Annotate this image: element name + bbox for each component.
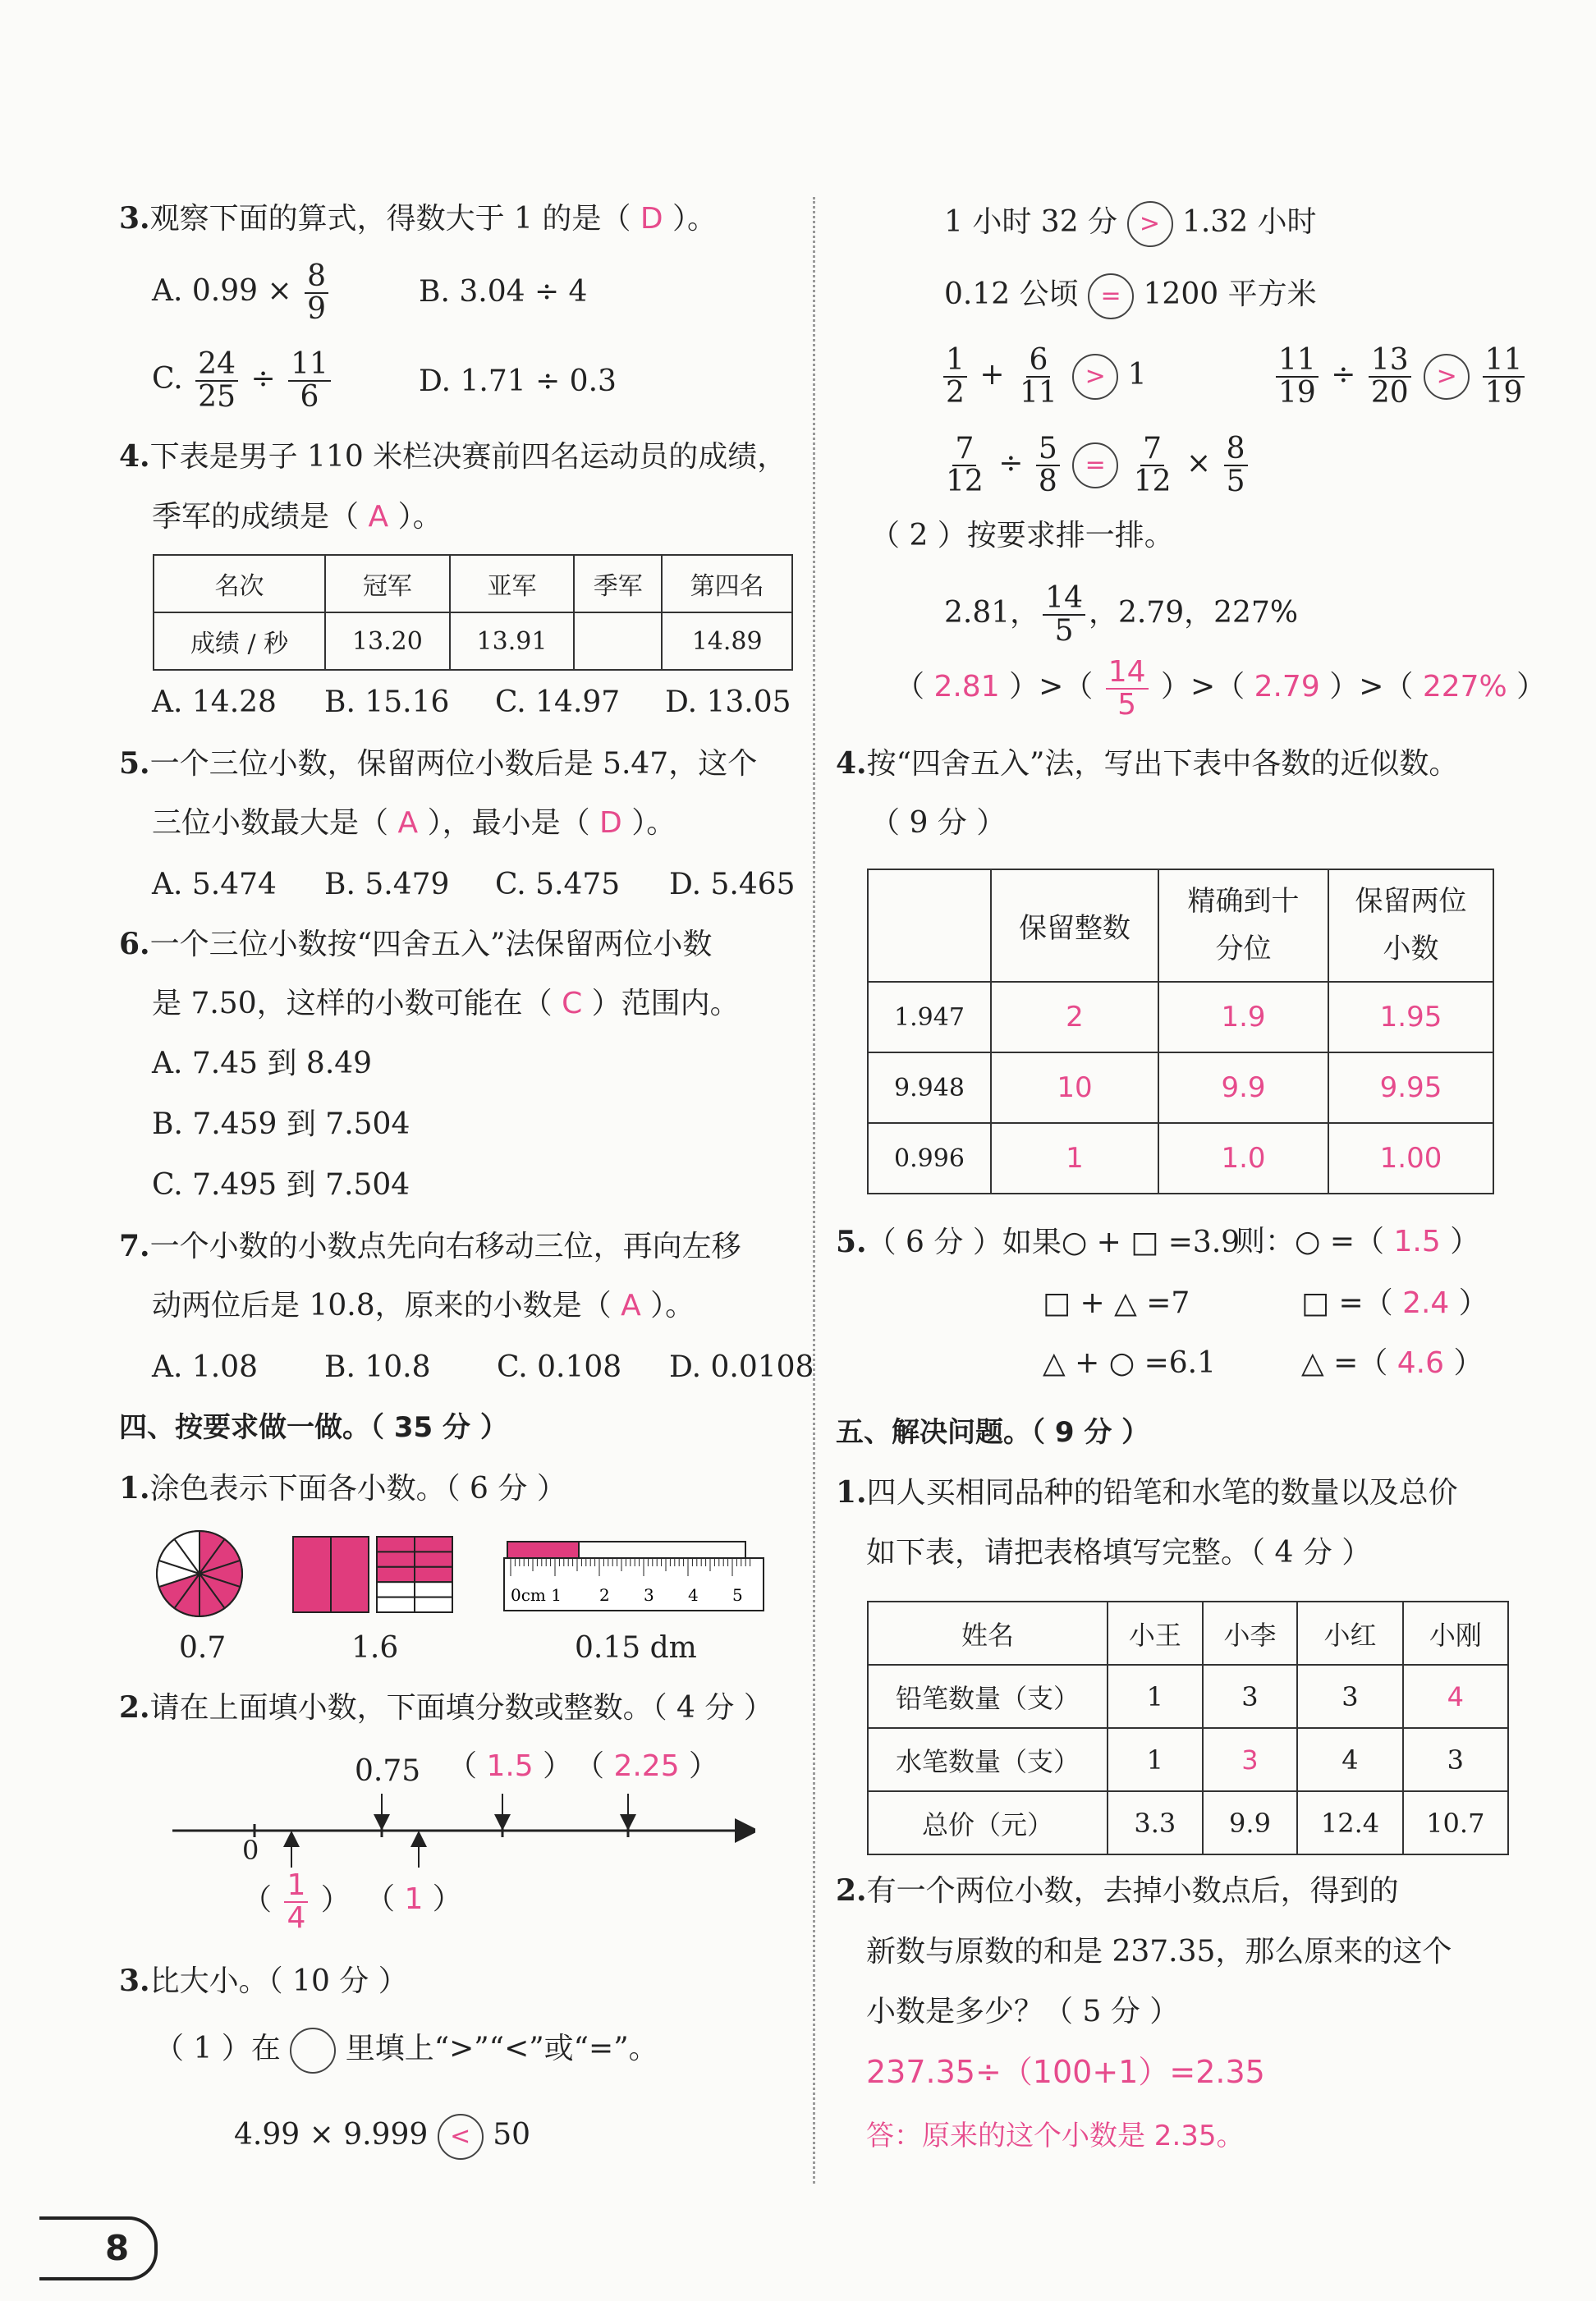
numerator: 5 [1036, 433, 1060, 466]
denominator: 19 [1484, 375, 1523, 410]
ruler-label-5: 5 [732, 1585, 743, 1605]
table-cell: 1.947 [868, 982, 991, 1052]
ruler-label-2: 2 [599, 1585, 610, 1605]
numerator: 8 [305, 261, 328, 294]
label-0.7: 0.7 [179, 1631, 227, 1665]
table-header: 名次 [154, 555, 325, 612]
s2-answer: 答：原来的这个小数是 2.35。 [866, 2120, 1245, 2152]
compare-symbol: = [1072, 442, 1118, 488]
q5-text: 一个三位小数，保留两位小数后是 5.47，这个 [149, 747, 758, 781]
q6-text: 一个三位小数按“四舍五入”法保留两位小数 [149, 928, 713, 961]
bottom-answer-2: （ 1 ） [365, 1882, 462, 1916]
bottom-answer-1: （ $\frac{1}{4}$ ） [242, 1868, 351, 1935]
compare-left: 0.12 公顷 [944, 277, 1079, 311]
empty-cell [415, 1582, 452, 1597]
q5-line1 [119, 746, 758, 781]
rq4-text: 按“四舍五入”法，写出下表中各数的近似数。 [866, 747, 1459, 781]
q3-option-a-text: A. 0.99 × [152, 273, 292, 308]
denominator: 4 [287, 1900, 306, 1935]
table-cell-answer: 3 [1203, 1728, 1298, 1791]
compare-symbol: > [1072, 354, 1118, 400]
rq4-points: （ 9 分 ） [870, 806, 1007, 840]
q7-line2 [152, 1291, 695, 1321]
table-header: 小李 [1203, 1602, 1298, 1665]
q5-answer-min: D [599, 806, 622, 840]
table-cell: 铅笔数量（支） [868, 1665, 1108, 1728]
s2-line1 [836, 1873, 1399, 1908]
fraction [284, 1870, 308, 1934]
table-cell: 成绩 / 秒 [154, 612, 325, 670]
q3-text: 观察下面的算式，得数大于 1 的是（ [149, 202, 631, 236]
denominator: 6 [300, 379, 319, 414]
p3-number: 3. [119, 1964, 150, 1998]
q3-option-c [152, 349, 334, 413]
denominator: 25 [198, 379, 236, 414]
fraction [1369, 345, 1411, 409]
operator: ÷ [998, 446, 1024, 480]
numerator: 6 [1026, 345, 1050, 378]
top-answer-2-value: 2.25 [613, 1749, 680, 1783]
compare-row-4 [940, 345, 1147, 409]
rq5-ans1 [1236, 1227, 1479, 1257]
compare-symbol: < [438, 2114, 484, 2160]
blank-circle [290, 2028, 336, 2074]
q7-close: ）。 [650, 1289, 695, 1322]
q5-text3: ），最小是（ [427, 806, 590, 840]
fraction [1036, 433, 1060, 497]
sort-items-a: 2.81， [944, 595, 1040, 630]
p3-sub1 [154, 2028, 658, 2074]
close: ） [1450, 1225, 1480, 1258]
table-cell: 10.7 [1403, 1791, 1508, 1854]
table-cell: 13.91 [450, 612, 575, 670]
q6-number: 6. [119, 927, 150, 961]
q5-answer-max: A [397, 806, 419, 840]
table-cell [574, 612, 662, 670]
compare-symbol: = [1088, 273, 1134, 319]
rq5-ans3 [1301, 1346, 1484, 1380]
fraction [195, 349, 238, 413]
header-line: 分位 [1215, 932, 1272, 965]
q6-option-c: C. 7.495 到 7.504 [152, 1168, 410, 1202]
denominator: 20 [1370, 375, 1409, 410]
sort-answer-3: 2.79 [1254, 669, 1320, 704]
header-line: 小数 [1383, 932, 1439, 965]
operator: ÷ [1331, 357, 1356, 392]
q4-text: 下表是男子 110 米栏决赛前四名运动员的成绩， [149, 440, 787, 474]
section4-heading: 四、按要求做一做。（ 35 分 ） [119, 1411, 508, 1444]
header-line: 保留两位 [1355, 884, 1467, 918]
rq5-number: 5. [836, 1225, 867, 1259]
sort-items [944, 583, 1298, 647]
q4-answer: A [368, 500, 389, 534]
rq5-ans2 [1301, 1286, 1488, 1320]
table-header: 姓名 [868, 1602, 1108, 1665]
operator: + [979, 357, 1005, 392]
ruler-shaded [507, 1542, 579, 1558]
table-cell: 3 [1203, 1665, 1298, 1728]
sort-answer: （ 2.81 ）>（ $\frac{14}{5}$ ）>（ 2.79 ）>（ 227% ） [895, 655, 1547, 722]
fraction [1106, 657, 1149, 721]
partial-rectangle [377, 1537, 452, 1612]
table-header: 季军 [574, 555, 662, 612]
table-header: 小王 [1108, 1602, 1203, 1665]
s2-text: 有一个两位小数，去掉小数点后，得到的 [866, 1874, 1399, 1908]
table-cell: 1 [1108, 1665, 1203, 1728]
sort-items-b: ，2.79，227% [1088, 595, 1299, 630]
rq4-line1 [836, 746, 1459, 781]
numerator: 11 [1483, 345, 1525, 378]
page-number: 8 [105, 2228, 130, 2268]
q6-text3: ）范围内。 [591, 987, 740, 1020]
p2-stem [119, 1690, 773, 1725]
page-number-tab [39, 2216, 158, 2280]
square-value: 2.4 [1402, 1286, 1450, 1320]
compare-row-3 [944, 273, 1317, 319]
denominator: 5 [1226, 464, 1245, 498]
ruler [502, 1540, 765, 1614]
q7-text2: 动两位后是 10.8，原来的小数是（ [152, 1289, 612, 1322]
p1-text: 涂色表示下面各小数。（ 6 分 ） [149, 1472, 566, 1506]
close: ） [1458, 1286, 1488, 1320]
q6-line2 [152, 989, 740, 1019]
compare-right: 1.32 小时 [1181, 205, 1317, 239]
fraction [305, 261, 328, 325]
table-cell: 1 [991, 1123, 1158, 1194]
table-cell: 9.9 [1158, 1052, 1328, 1123]
circle-value: 1.5 [1393, 1225, 1441, 1258]
fraction [288, 349, 331, 413]
q4-option-b: B. 15.16 [324, 685, 450, 719]
denominator: 12 [946, 464, 984, 498]
operator: × [1186, 446, 1212, 480]
p2-number: 2. [119, 1690, 150, 1725]
close: ） [1453, 1346, 1484, 1380]
top-answer-1: （ 1.5 ） [447, 1749, 573, 1783]
q5-option-a: A. 5.474 [152, 868, 277, 901]
table-header: 第四名 [662, 555, 792, 612]
p2-text: 请在上面填小数，下面填分数或整数。（ 4 分 ） [149, 1691, 773, 1725]
fraction [1224, 433, 1248, 497]
compare-right: 50 [493, 2118, 530, 2152]
rq5-line1 [836, 1227, 1240, 1258]
q3-number: 3. [119, 201, 150, 236]
compare-row-2 [944, 201, 1317, 247]
then: △ =（ [1301, 1346, 1388, 1380]
s1-line2: 如下表，请把表格填写完整。（ 4 分 ） [866, 1536, 1372, 1570]
table-cell: 12.4 [1297, 1791, 1402, 1854]
q3-close: ）。 [672, 202, 718, 236]
numerator: 11 [288, 349, 331, 382]
numerator: 7 [1140, 433, 1164, 466]
table-cell: 3 [1403, 1728, 1508, 1791]
q7-text: 一个小数的小数点先向右移动三位，再向左移 [149, 1230, 741, 1263]
shaded-cell [377, 1567, 415, 1582]
q3-option-a [152, 261, 332, 325]
table-cell: 1.0 [1158, 1123, 1328, 1194]
section5-heading: 五、解决问题。（ 9 分 ） [836, 1416, 1150, 1449]
table-cell: 4 [1297, 1728, 1402, 1791]
numerator: 13 [1369, 345, 1411, 378]
fraction [943, 433, 986, 497]
table-cell: 1.95 [1328, 982, 1493, 1052]
rectangles-1.6 [291, 1535, 456, 1614]
q3-stem [119, 201, 718, 236]
rq5-eq3: △ + ○ =6.1 [1043, 1346, 1217, 1380]
denominator: 12 [1133, 464, 1172, 498]
table-header: 冠军 [325, 555, 450, 612]
q6-option-b: B. 7.459 到 7.504 [152, 1107, 410, 1141]
shaded-cell [377, 1537, 415, 1552]
q4-line1 [119, 439, 787, 474]
q5-option-b: B. 5.479 [324, 868, 450, 901]
rq4-number: 4. [836, 746, 867, 781]
q5-close: ）。 [631, 806, 676, 840]
operator: ÷ [250, 361, 276, 396]
q4-number: 4. [119, 439, 150, 474]
q6-answer: C [562, 987, 583, 1020]
table-cell-answer: 4 [1403, 1665, 1508, 1728]
compare-left: 4.99 × 9.999 [234, 2118, 429, 2152]
q6-text2: 是 7.50，这样的小数可能在（ [152, 987, 553, 1020]
rq5-text: （ 6 分 ）如果○ + □ =3.9 [866, 1226, 1241, 1259]
label-0.15dm: 0.15 dm [575, 1631, 697, 1665]
table-cell: 14.89 [662, 612, 792, 670]
table-cell: 1.9 [1158, 982, 1328, 1052]
q4-close: ）。 [397, 500, 443, 534]
s2-line3: 小数是多少？（ 5 分 ） [866, 1995, 1180, 2028]
denominator: 19 [1278, 375, 1316, 410]
table-cell: 总价（元） [868, 1791, 1108, 1854]
table-cell: 水笔数量（支） [868, 1728, 1108, 1791]
sort-answer-1: 2.81 [933, 669, 1000, 704]
table-cell: 9.95 [1328, 1052, 1493, 1123]
denominator: 5 [1054, 613, 1074, 648]
s2-line2: 新数与原数的和是 237.35，那么原来的这个 [866, 1935, 1452, 1969]
q6-line1 [119, 929, 712, 960]
top-answer-1-value: 1.5 [486, 1749, 534, 1783]
compare-right: 1200 平方米 [1143, 277, 1317, 311]
numerator: 11 [1276, 345, 1319, 378]
triangle-value: 4.6 [1396, 1346, 1445, 1380]
table-cell: 1 [1108, 1728, 1203, 1791]
s2-work: 237.35÷（100+1）=2.35 [866, 2054, 1265, 2090]
gt: ）>（ [1160, 669, 1245, 704]
table-header: 亚军 [450, 555, 575, 612]
q7-option-a: A. 1.08 [152, 1350, 259, 1384]
ruler-label-0: 0cm 1 [511, 1585, 562, 1605]
label-1.6: 1.6 [351, 1631, 399, 1665]
numerator: 1 [943, 345, 967, 378]
compare-row-5 [1273, 345, 1528, 409]
q3-answer: D [640, 202, 663, 236]
numerator: 1 [284, 1870, 308, 1903]
compare-right: 1 [1127, 357, 1147, 392]
p1-stem [119, 1471, 566, 1506]
s2-number: 2. [836, 1873, 867, 1908]
table-header [1158, 869, 1328, 982]
p3-stem [119, 1966, 408, 1996]
pencil-table [867, 1601, 1509, 1855]
denominator: 8 [1038, 464, 1057, 498]
numerator: 24 [195, 349, 238, 382]
table-cell: 13.20 [325, 612, 450, 670]
top-answer-2: （ 2.25 ） [575, 1749, 719, 1783]
q4-option-a: A. 14.28 [152, 685, 277, 719]
circle-0.7 [154, 1529, 245, 1619]
column-divider [813, 197, 815, 2184]
q4-option-c: C. 14.97 [495, 685, 621, 719]
ruler-label-4: 4 [688, 1585, 699, 1605]
top-given-label: 0.75 [355, 1754, 421, 1788]
s1-number: 1. [836, 1475, 867, 1510]
q3-option-b: B. 3.04 ÷ 4 [419, 275, 588, 309]
table-cell: 3 [1297, 1665, 1402, 1728]
sort-answer-4: 227% [1422, 669, 1507, 704]
numerator: 8 [1224, 433, 1248, 466]
then: 则：○ =（ [1236, 1225, 1385, 1258]
compare-row-1 [234, 2114, 530, 2160]
q4-line2 [152, 502, 443, 532]
q5-line2 [152, 806, 676, 840]
compare-row-6 [940, 433, 1251, 497]
q4-text2: 季军的成绩是（ [152, 500, 360, 534]
sort-title: （ 2 ）按要求排一排。 [870, 519, 1174, 552]
q7-answer: A [621, 1289, 641, 1322]
q5-text2: 三位小数最大是（ [152, 806, 389, 840]
fraction [943, 345, 967, 409]
p3-sub1-text: （ 1 ）在 [154, 2032, 281, 2065]
shaded-cell [415, 1567, 452, 1582]
q3-option-d: D. 1.71 ÷ 0.3 [419, 364, 617, 398]
shaded-cell [415, 1552, 452, 1566]
numerator: 14 [1106, 657, 1149, 690]
fraction [1043, 583, 1085, 647]
denominator: 11 [1019, 375, 1057, 410]
denominator: 5 [1117, 687, 1137, 722]
numerator: 14 [1043, 583, 1085, 616]
table-cell: 1.00 [1328, 1123, 1493, 1194]
header-line: 精确到十 [1187, 884, 1300, 918]
s1-text: 四人买相同品种的铅笔和水笔的数量以及总价 [866, 1476, 1458, 1510]
q7-option-b: B. 10.8 [324, 1350, 431, 1384]
gt: ）>（ [1009, 669, 1094, 704]
empty-cell [377, 1597, 415, 1612]
table-cell: 9.948 [868, 1052, 991, 1123]
shaded-cell [377, 1552, 415, 1566]
table-cell: 10 [991, 1052, 1158, 1123]
gt: ）>（ [1329, 669, 1414, 704]
fraction [1483, 345, 1525, 409]
table-cell: 0.996 [868, 1123, 991, 1194]
q6-option-a: A. 7.45 到 8.49 [152, 1047, 373, 1080]
then: □ =（ [1301, 1286, 1393, 1320]
q5-option-d: D. 5.465 [669, 868, 796, 901]
q7-option-c: C. 0.108 [497, 1350, 622, 1384]
denominator: 2 [946, 375, 965, 410]
p1-number: 1. [119, 1471, 150, 1506]
ruler-label-3: 3 [644, 1585, 654, 1605]
q7-number: 7. [119, 1229, 150, 1263]
table-cell: 9.9 [1203, 1791, 1298, 1854]
numerator: 7 [952, 433, 976, 466]
s1-line1 [836, 1475, 1458, 1510]
q4-results-table [153, 554, 793, 671]
table-header: 保留整数 [991, 869, 1158, 982]
q5-number: 5. [119, 746, 150, 781]
bottom-answer-2-value: 1 [404, 1882, 424, 1916]
q7-option-d: D. 0.0108 [669, 1350, 814, 1384]
empty-cell [377, 1582, 415, 1597]
table-header: 小红 [1297, 1602, 1402, 1665]
table-cell: 2 [991, 982, 1158, 1052]
compare-symbol: > [1127, 201, 1173, 247]
p3-text: 比大小。（ 10 分 ） [149, 1964, 408, 1998]
q3-option-c-label: C. [152, 361, 183, 396]
compare-symbol: > [1424, 354, 1470, 400]
zero-label: 0 [242, 1835, 259, 1866]
p3-sub1-text2: 里填上“>”“<”或“=”。 [345, 2032, 658, 2065]
shaded-cell [415, 1537, 452, 1552]
empty-cell [415, 1597, 452, 1612]
rq5-eq2: □ + △ =7 [1043, 1286, 1190, 1320]
table-header [868, 869, 991, 982]
table-header [1328, 869, 1493, 982]
fraction [1131, 433, 1174, 497]
fraction [1276, 345, 1319, 409]
rounding-table [867, 869, 1494, 1194]
compare-left: 1 小时 32 分 [944, 205, 1118, 239]
q7-line1 [119, 1231, 741, 1262]
table-cell: 3.3 [1108, 1791, 1203, 1854]
q4-option-d: D. 13.05 [665, 685, 791, 719]
denominator: 9 [307, 291, 327, 326]
table-header: 小刚 [1403, 1602, 1508, 1665]
fraction [1017, 345, 1060, 409]
q5-option-c: C. 5.475 [495, 868, 621, 901]
